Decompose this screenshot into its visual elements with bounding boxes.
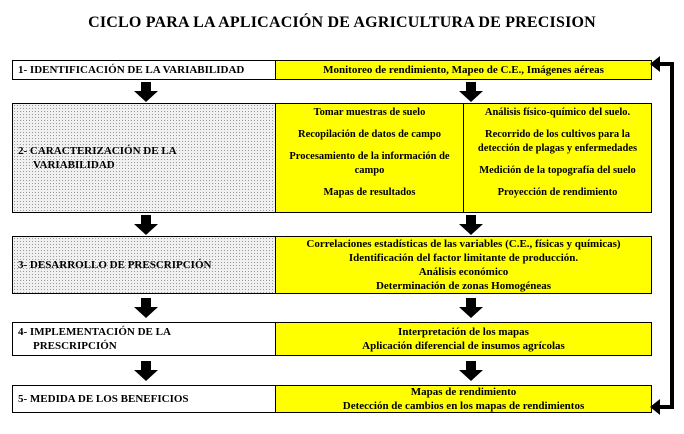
- down-arrow-icon: [134, 215, 158, 235]
- stage-3-detail-line: Determinación de zonas Homogéneas: [375, 280, 552, 292]
- stage-4-label-line2: PRESCRIPCIÓN: [33, 340, 117, 352]
- stage-4-label: [18, 325, 171, 353]
- stage-2-right-item: Medición de la topografía del suelo: [479, 165, 636, 176]
- stage-3-detail-line: Identificación del factor limitante de producción.: [348, 252, 579, 264]
- stage-1-details: [276, 60, 652, 80]
- stage-2-label-line2: VARIABILIDAD: [33, 159, 115, 171]
- stage-2-left-item: Procesamiento de la información de campo: [289, 151, 450, 176]
- stage-2-label: [18, 144, 177, 172]
- stage-2-left-column: [276, 104, 463, 212]
- stage-4-label-line1: 4- IMPLEMENTACIÓN DE LA: [18, 326, 171, 338]
- stage-3-box: [12, 236, 276, 294]
- stage-2-label-line1: 2- CARACTERIZACIÓN DE LA: [18, 145, 177, 157]
- stage-5-detail-line: Detección de cambios en los mapas de rendimientos: [342, 400, 585, 412]
- down-arrow-icon: [134, 361, 158, 381]
- down-arrow-icon: [134, 298, 158, 318]
- down-arrow-icon: [459, 298, 483, 318]
- stage-4-box: [12, 322, 276, 356]
- stage-5-detail-line: Mapas de rendimiento: [410, 386, 517, 398]
- stage-2-box: [12, 103, 276, 213]
- stage-5-box: [12, 385, 276, 413]
- stage-2-right-item: Proyección de rendimiento: [497, 187, 618, 198]
- stage-2-left-item: Recopilación de datos de campo: [298, 129, 441, 140]
- stage-4-details: [276, 322, 652, 356]
- stage-3-detail-line: Análisis económico: [418, 266, 509, 278]
- stage-5-label: 5- MEDIDA DE LOS BENEFICIOS: [18, 393, 189, 405]
- stage-4-detail-line: Interpretación de los mapas: [398, 326, 529, 338]
- stage-2-right-column: [463, 104, 651, 212]
- stage-5-details: [276, 385, 652, 413]
- stage-2-right-item: Recorrido de los cultivos para la detección de plagas y enfermedades: [477, 129, 638, 154]
- stage-2-left-item: Tomar muestras de suelo: [313, 107, 426, 118]
- stage-4-detail-line: Aplicación diferencial de insumos agrícolas: [362, 340, 565, 352]
- feedback-loop-arrow-icon: [650, 56, 680, 416]
- stage-2-right-item: Análisis físico-químico del suelo.: [484, 107, 631, 118]
- stage-1-box: [12, 60, 276, 80]
- stage-2-details: [276, 103, 652, 213]
- diagram-title: CICLO PARA LA APLICACIÓN DE AGRICULTURA DE PRECISION: [88, 14, 596, 31]
- down-arrow-icon: [459, 361, 483, 381]
- down-arrow-icon: [459, 215, 483, 235]
- down-arrow-icon: [134, 82, 158, 102]
- stage-3-detail-line: Correlaciones estadísticas de las variables (C.E., físicas y químicas): [306, 238, 621, 250]
- stage-3-details: [276, 236, 652, 294]
- stage-1-label: 1- IDENTIFICACIÓN DE LA VARIABILIDAD: [18, 64, 245, 76]
- stage-3-label: 3- DESARROLLO DE PRESCRIPCIÓN: [18, 259, 212, 271]
- down-arrow-icon: [459, 82, 483, 102]
- stage-1-detail-line: Monitoreo de rendimiento, Mapeo de C.E., Imágenes aéreas: [323, 64, 604, 76]
- stage-2-left-item: Mapas de resultados: [323, 187, 416, 198]
